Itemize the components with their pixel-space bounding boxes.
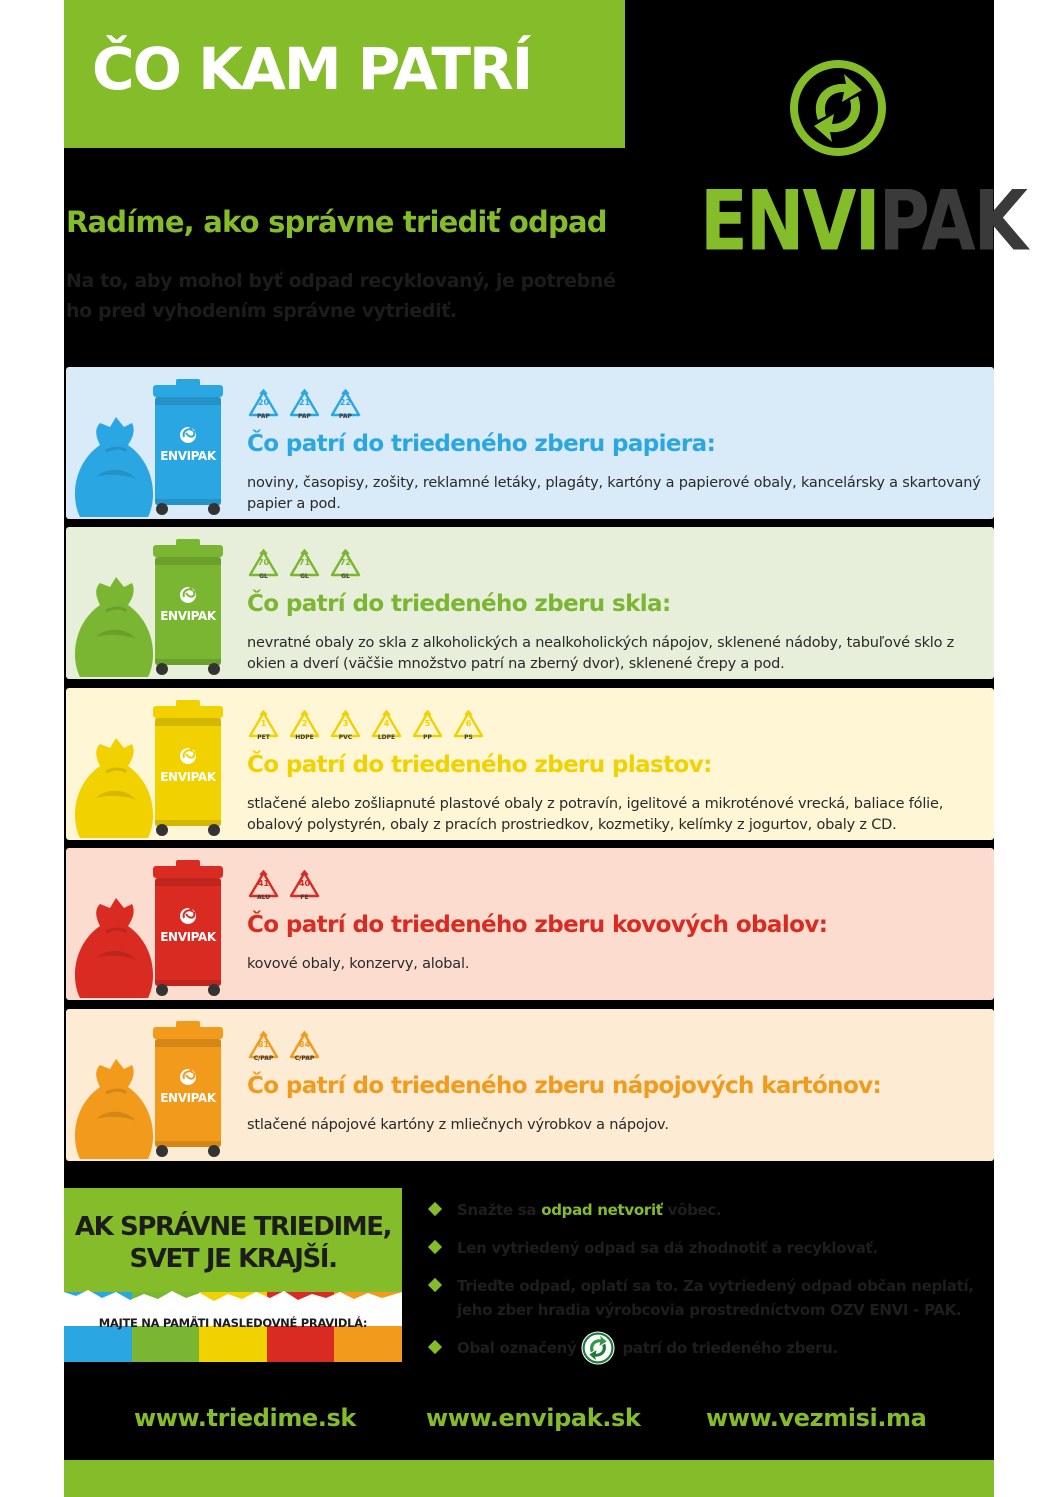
slogan-box: [64, 1188, 402, 1362]
recycling-codes: [247, 710, 485, 744]
recycling-codes: [247, 1031, 321, 1065]
recycling-code-icon: 40 FE: [288, 870, 321, 904]
recycling-code-icon: 81 C/PAP: [247, 1031, 280, 1065]
waste-bag-icon: [75, 417, 153, 517]
category-row-glass: [66, 527, 994, 679]
waste-bag-icon: [75, 738, 153, 838]
category-heading: Čo patrí do triedeného zberu papiera:: [247, 431, 716, 457]
recycling-codes: [247, 549, 362, 583]
rules-list: [427, 1198, 987, 1374]
bin-icon: [153, 539, 223, 675]
rule-text: Trieďte odpad, oplatí sa to. Za vytriedený odpad občan neplatí, jeho zber hradia výrobcovia prostredníctvom OZV ENVI - PAK.: [457, 1277, 974, 1319]
rule-text: vôbec.: [662, 1201, 722, 1219]
recycling-codes: [247, 389, 362, 423]
rules-caption: MAJTE NA PAMÄTI NASLEDOVNÉ PRAVIDLÁ:: [98, 1316, 368, 1330]
category-row-carton: [66, 1009, 994, 1161]
category-row-plastic: [66, 688, 994, 840]
bin-and-bag-illustration: [66, 1009, 244, 1161]
bin-label: ENVIPAK: [160, 449, 216, 463]
waste-bag-icon: [75, 898, 153, 998]
page-title: ČO KAM PATRÍ: [92, 35, 532, 103]
category-row-paper: [66, 367, 994, 519]
link-triedime[interactable]: www.triedime.sk: [134, 1404, 356, 1432]
green-dot-recycle-icon: [788, 58, 888, 158]
rule-item: [427, 1236, 987, 1260]
recycling-codes: [247, 870, 321, 904]
category-heading: Čo patrí do triedeného zberu nápojových kartónov:: [247, 1073, 882, 1099]
rule-text: patrí do triedeného zberu.: [622, 1339, 838, 1357]
category-heading: Čo patrí do triedeného zberu kovových obalov:: [247, 912, 828, 938]
recycling-code-icon: 6 PS: [452, 710, 485, 744]
bin-icon: [153, 1021, 223, 1157]
slogan-line-2: SVET JE KRAJŠÍ.: [129, 1244, 337, 1274]
bin-icon: [153, 700, 223, 836]
recycling-code-icon: 4 LDPE: [370, 710, 403, 744]
bullet-diamond-icon: [428, 1278, 442, 1292]
category-description: kovové obaly, konzervy, alobal.: [247, 956, 470, 972]
title-box: [64, 0, 625, 148]
poster: [64, 0, 1026, 1497]
category-heading: Čo patrí do triedeného zberu skla:: [247, 591, 671, 617]
bullet-diamond-icon: [428, 1240, 442, 1254]
link-vezmisi[interactable]: www.vezmisi.ma: [706, 1404, 927, 1432]
waste-bag-icon: [75, 1059, 153, 1159]
intro-text: Na to, aby mohol byť odpad recyklovaný, je potrebné ho pred vyhodením správne vytriediť.: [66, 270, 616, 322]
footer-bar: [64, 1460, 994, 1497]
rule-item: [427, 1274, 987, 1322]
link-envipak[interactable]: www.envipak.sk: [426, 1404, 641, 1432]
bin-icon: [153, 379, 223, 515]
recycling-code-icon: 84 C/PAP: [288, 1031, 321, 1065]
rule-highlight: odpad netvoriť: [541, 1201, 663, 1219]
recycling-code-icon: 22 PAP: [329, 389, 362, 423]
subtitle: Radíme, ako správne triediť odpad: [66, 205, 607, 239]
bin-and-bag-illustration: [66, 367, 244, 519]
category-heading: Čo patrí do triedeného zberu plastov:: [247, 752, 712, 778]
recycling-code-icon: 2 HDPE: [288, 710, 321, 744]
category-row-metal: [66, 848, 994, 1000]
rule-text: Obal označený: [457, 1339, 577, 1357]
recycling-code-icon: 5 PP: [411, 710, 444, 744]
recycling-code-icon: 3 PVC: [329, 710, 362, 744]
bin-and-bag-illustration: [66, 527, 244, 679]
slogan-title: [64, 1211, 402, 1275]
bin-and-bag-illustration: [66, 848, 244, 1000]
bullet-diamond-icon: [428, 1340, 442, 1354]
bin-label: ENVIPAK: [160, 1091, 216, 1105]
recycling-code-icon: 41 ALU: [247, 870, 280, 904]
category-description: stlačené alebo zošliapnuté plastové obaly z potravín, igelitové a mikroténové vrecká, baliace fólie, obalový polystyrén, obaly z pracích prostriedkov, kozmetiky, kelímky z jogurtov, obaly z CD.: [247, 796, 944, 833]
slogan-line-1: AK SPRÁVNE TRIEDIME,: [74, 1212, 392, 1242]
bin-and-bag-illustration: [66, 688, 244, 840]
bin-label: ENVIPAK: [160, 930, 216, 944]
recycling-code-icon: 21 PAP: [288, 389, 321, 423]
rule-item: [427, 1198, 987, 1222]
category-description: stlačené nápojové kartóny z mliečnych výrobkov a nápojov.: [247, 1117, 669, 1133]
waste-bag-icon: [75, 577, 153, 677]
bin-icon: [153, 860, 223, 996]
envipak-logo: [700, 172, 1026, 270]
rule-text: Snažte sa: [457, 1201, 542, 1219]
recycling-code-icon: 20 PAP: [247, 389, 280, 423]
bin-label: ENVIPAK: [160, 770, 216, 784]
recycling-code-icon: 71 GL: [288, 549, 321, 583]
rule-text: Len vytriedený odpad sa dá zhodnotiť a recyklovať.: [457, 1239, 878, 1257]
bullet-diamond-icon: [428, 1202, 442, 1216]
category-description: nevratné obaly zo skla z alkoholických a nealkoholických nápojov, sklenené nádoby, tabuľové sklo z okien a dverí (väčšie množstvo patrí na zberný dvor), sklenené črepy a pod.: [247, 635, 955, 672]
bin-label: ENVIPAK: [160, 609, 216, 623]
website-links: [64, 1404, 994, 1434]
recycling-code-icon: 72 GL: [329, 549, 362, 583]
logo-word-envi: ENVI: [700, 172, 879, 270]
recycling-code-icon: 70 GL: [247, 549, 280, 583]
logo-word-pak: PAK: [878, 172, 1026, 270]
green-dot-icon: [580, 1330, 616, 1366]
recycling-code-icon: 1 PET: [247, 710, 280, 744]
category-description: noviny, časopisy, zošity, reklamné letáky, plagáty, kartóny a papierové obaly, kancelársky a skartovaný papier a pod.: [247, 475, 981, 512]
rule-item: [427, 1336, 987, 1360]
